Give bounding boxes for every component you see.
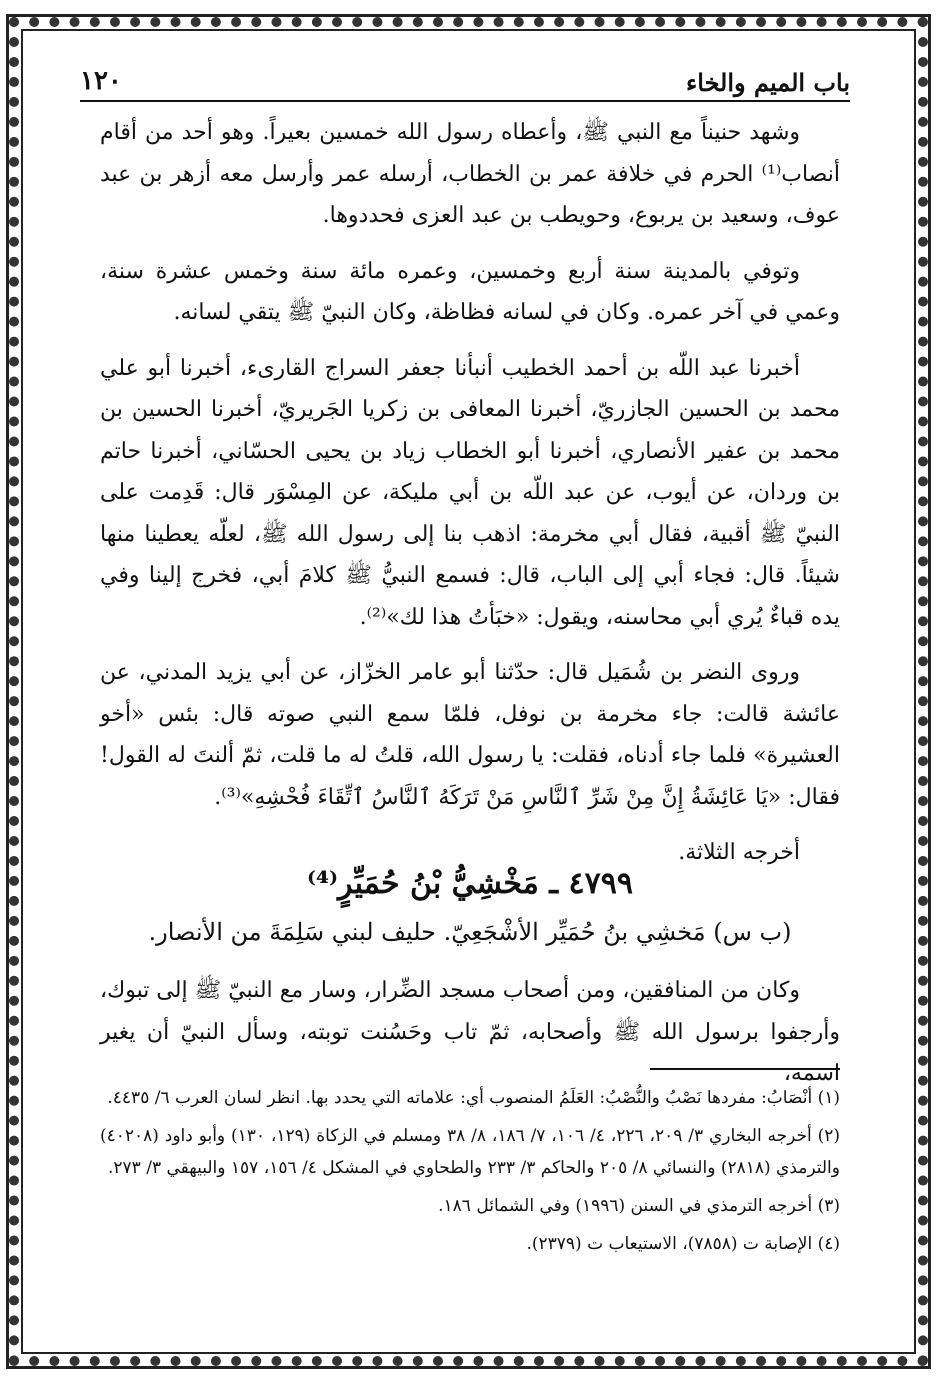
page-number: ١٢٠ (80, 66, 122, 96)
paragraph: أخبرنا عبد اللّه بن أحمد الخطيب أنبأنا جعفر السراج القارىء، أخبرنا أبو علي محمد بن الحسين الجازريّ، أخبرنا المعافى بن زكريا الجَريريّ، أخبرنا الحسين بن محمد بن عفير الأنصاري، أخبرنا أبو الخطاب زياد بن يحيى الحسّاني، أخبرنا حاتم بن وردان، عن أيوب، عن عبد اللّه بن أبي مليكة، عن المِسْوَر قال: قَدِمت على النبيّ ﷺ أقبية، فقال أبي مخرمة: اذهب بنا إلى رسول الله ﷺ، لعلّه يعطينا منها شيئاً. قال: فجاء أبي إلى الباب، قال: فسمع النبيُّ ﷺ كلامَ أبي، فخرج إلينا وفي يده قباءٌ يُري أبي محاسنه، ويقول: «خبَأتُ هذا لك»⁽²⁾. (100, 355, 840, 630)
paragraph: وكان من المنافقين، ومن أصحاب مسجد الضِّرار، وسار مع النبيّ ﷺ إلى تبوك، وأرجفوا برسول الله ﷺ وأصحابه، ثمّ تاب وحَسُنت توبته، وسأل النبيّ أن يغير اسمه، (100, 978, 840, 1086)
chapter-title: باب الميم والخاء (685, 68, 850, 97)
main-text (100, 112, 840, 888)
paragraph: وروى النضر بن شُمَيل قال: حدّثنا أبو عامر الخزّاز، عن أبي يزيد المدني، عن عائشة قالت: جاء مخرمة بن نوفل، فلمّا سمع النبي صوته قال: بئس «أخو العشيرة» فلما جاء أدناه، فقلت: يا رسول الله، قلتُ له ما قلت، ثمّ ألنتَ له القول! فقال: «يَا عَائِشَةُ إِنَّ مِنْ شَرِّ ٱلنَّاسِ مَنْ تَرَكَهُ ٱلنَّاسُ ٱتِّقَاءَ فُحْشِهِ»⁽³⁾. (100, 660, 840, 810)
footnote: (٣) أخرجه الترمذي في السنن (١٩٩٦) وفي الشمائل ١٨٦. (438, 1196, 840, 1216)
paragraph: أخرجه الثلاثة. (678, 840, 800, 865)
footnote-separator (650, 1068, 840, 1070)
footnotes (100, 1082, 840, 1266)
entry-heading: ٤٧٩٩ ـ مَخْشِيُّ بْنُ حُمَيِّرٍ⁽⁴⁾ (307, 866, 633, 901)
running-header (80, 62, 850, 102)
entry-text (100, 970, 840, 1095)
footnote: (١) أنْصَابُ: مفردها نَصْبُ والنُّصْبُ: العَلَمُ المنصوب أي: علاماته التي يحدد بها. انظر لسان العرب ٦/ ٤٤٣٥. (107, 1088, 840, 1108)
paragraph: وتوفي بالمدينة سنة أربع وخمسين، وعمره مائة سنة وخمس عشرة سنة، وعمي في آخر عمره. وكان في لسانه فظاظة، وكان النبيّ ﷺ يتقي لسانه. (100, 258, 840, 325)
footnote: (٤) الإصابة ت (٧٨٥٨)، الاستيعاب ت (٢٣٧٩). (526, 1234, 840, 1254)
paragraph: وشهد حنيناً مع النبي ﷺ، وأعطاه رسول الله خمسين بعيراً. وهو أحد من أقام أنصاب⁽¹⁾ الحرم في خلافة عمر بن الخطاب، أرسله عمر وأرسل معه أزهر بن عبد عوف، وسعيد بن يربوع، وحويطب بن عبد العزى فحددوها. (100, 120, 840, 228)
entry-subheading: (ب س) مَخشِي بنُ حُمَيِّر الأشْجَعِيّ. حليف لبني سَلِمَةَ من الأنصار. (148, 918, 792, 946)
footnote: (٢) أخرجه البخاري ٣/ ٢٠٩، ٢٢٦، ٤/ ١٠٦، ٧/ ١٨٦، ٨/ ٣٨ ومسلم في الزكاة (١٢٩، ١٣٠) وأبو داود (٤٠٢٠٨) والترمذي (٢٨١٨) والنسائي ٨/ ٢٠٥ والحاكم ٣/ ٢٣٣ والطحاوي في المشكل ٤/ ١٥٦، ١٥٧ والبيهقي ٣/ ٢٧٣. (100, 1126, 841, 1178)
